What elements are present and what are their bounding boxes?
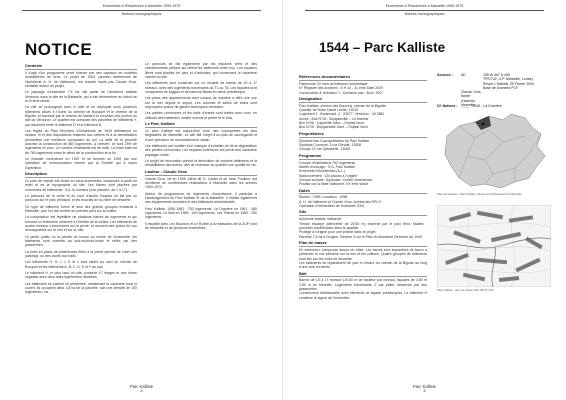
section-heading: Contexte <box>25 64 137 70</box>
paragraph: Ce type de bâtiment forme le seul des grands groupes existants à Marseille, que l'on fait revenir de prendre pied sur la colline. <box>25 204 137 213</box>
section-body <box>299 139 427 152</box>
section-heading: Bâti <box>299 272 427 278</box>
left-column-1 <box>25 62 137 367</box>
header-series: Ensembles & Résidences à Marseille 1955-1975 <box>102 4 181 8</box>
paragraph: Parc Kalliste, 1956-1962 : 753 logements, La Granière en 1961 : 365 logements, Le Mail en 1965 : 420 logements, Les Tilleuls en 1969 : 250 logements. <box>145 206 257 220</box>
site-marker <box>482 123 485 126</box>
info-line: Les bâtiments se répartissent de part et d'autre du chemin de la Bigotte au long d'une voie en lacets. <box>299 260 427 270</box>
situation-map <box>437 108 551 193</box>
paragraph: Les bâtiments G, H, I, J, K et L sont situés au nord du chemin de Bouquet et les bâtiments A, B, C, D, E et F au sud. <box>25 260 137 269</box>
section-body <box>299 104 427 130</box>
info-line: Protégé à l'origine pour une pinède dans le projet. <box>299 230 377 235</box>
footer-name: Parc Kalliste <box>129 384 154 389</box>
source-reference: 155 W 467 & 496 <box>483 73 511 77</box>
source-label: Sources : <box>437 73 453 77</box>
info-line: Convocation & réduction 1 : Domaine pas : Arch. 2007 <box>299 90 384 95</box>
info-line: Opération d'immeubles de l'Industrie 2002 <box>299 204 365 209</box>
footer-name: Parc Kalliste <box>412 384 437 389</box>
right-column-1 <box>299 73 427 373</box>
source-reference: Base de données PCF <box>483 85 519 90</box>
section-body <box>299 195 427 208</box>
info-line: Groupe d'habitations 752 logements <box>299 160 356 165</box>
section-heading: Description <box>25 172 137 178</box>
info-line: Ensemble d'Architectes (A.L.) <box>299 169 345 174</box>
paragraph: Auteur de programmes de logements d'importance, il participe à l'aménagement du Parc Kalliste et de la Batarelle. Il réalise également des équipements scolaires et des bâtiments administratifs. <box>145 191 257 205</box>
info-line: Syndicat Commun, 3 rue Dieudé, 13006 <box>299 142 362 147</box>
section-body <box>299 217 427 239</box>
left-column-2 <box>145 62 257 367</box>
paragraph: Le bâtiment H, le plus haut du site, possède 17 étages et une forme originale avec deux ailes légèrement décalées. <box>25 271 137 280</box>
left-page-title: NOTICE <box>25 40 93 59</box>
info-line: N° Registre des Archives : 5 H 44 - 31 ème Date 2009 <box>299 86 383 91</box>
info-line: Patrimoine XX ème architecture domestique <box>299 81 368 86</box>
plan-caption: Parc Kalliste : plan de masse (AD 155 W 467) <box>437 288 494 292</box>
info-line: Syndicat des Copropriétaires du Parc Kalliste <box>299 138 370 143</box>
info-line: Groupe scolaire, Gymnase, Centre commercial <box>299 177 372 182</box>
section-heading: Désignation <box>299 97 427 103</box>
paragraph: Le parcours de la voirie et du rond d'accès l'espace se fait par un parcours sur le parc principal, et les boucles de la voirie de desserte. <box>25 193 137 203</box>
header-rule <box>22 10 261 11</box>
site-plan <box>437 205 551 287</box>
info-line: Parc Kalliste, chemin des Bourrely, chemin de la Bigotte <box>299 103 386 108</box>
paragraph: La mise en place de plateformes liées à la pente permet de créer des parkings, ou des accès aux halls. <box>25 249 137 259</box>
paragraph: Le plan de masse est divisé en sous-ensembles, composés à partir du relief et de la topographie du site. Les barres sont placées par couronnes de bâtiments - 8 à 10 niveaux (voir planche, de 1 à 17). <box>25 178 137 192</box>
header-rule <box>305 10 544 11</box>
section-heading: Le Parc Kalliste <box>145 122 257 128</box>
paragraph: Il s'agit d'un programme privé financé par des capitaux de sociétés immobilières de liens. Le projet de 1954, (années antérieures de l'architecte A. H. de Valbonne), est ensuite repris par Claude Gros, véritable auteur du projet. <box>25 70 137 88</box>
situation-map-graphic <box>437 108 551 193</box>
right-page <box>283 0 566 400</box>
section-heading: Plan de masse <box>299 241 427 247</box>
paragraph: Le chantier commence en 1957 et se termine en 1962 par une opération de restructuration menée par la Société qui a repris l'opération. <box>25 157 137 170</box>
paragraph: Les règles du Plan Directeur d'Urbanisme de 1949 définissent un secteur III et des dispositions relatives aux celliers et à la densification permettant une meilleure occupation du sol. La taille de la parcelle autorise la construction de 860 logements. A l'arrivée, ce sont 25% de logements en plus. Le nombre d'habitants est de mille. Le bilan total est de 760 logements entre le début de la construction et la fin. <box>25 128 137 155</box>
cf-label: Cf. Notices : <box>437 104 458 108</box>
page-number: 4 <box>140 389 143 393</box>
source-reference: TPE/742, U.P. Marseille, Lumiey <box>483 77 534 82</box>
paragraph: Le parcours se fait également par les espaces verts et des cheminements piétons qui relient les bâtiments entre eux. Les espaces libres sont plantés de pins et d'arbustes, qui conservent le caractère naturel du site. <box>145 62 257 80</box>
paragraph: Les bâtiments ont souffert d'un manque d'entretien et de la dégradation des parties communes. Les espaces extérieurs ont perdu leur caractère paysager initial. <box>145 144 257 157</box>
info-line: Maître d'ouvrage : S.A. Parc Kalliste <box>299 164 356 169</box>
section-body <box>299 278 427 300</box>
section-body <box>299 248 427 270</box>
paragraph: Les bâtiments sont construits sur un modèle de barres de 10 à 17 niveaux, avec des logements traversants du T1 au T5. Les façades sont composées de loggias et de balcons filants en béton préfabriqué. <box>145 81 257 95</box>
info-line: Quartier de Notre Dame Limite, 13015 <box>299 108 359 113</box>
info-line: Barres de 10 à 17 niveaux (10,50 m de hauteur par niveau), façades de 3,80 et 2,80 m en travertin. Logements traversants. 2 par palier, desservis par des passerelles. <box>299 278 427 292</box>
left-footer <box>0 384 283 394</box>
info-line: Groupe 21 rue Sylvabelle, 13006 <box>299 147 351 152</box>
section-heading: Lauteur : Claude Gros <box>145 170 257 176</box>
header-subtitle: Notices monographiques <box>404 12 445 16</box>
info-line: Construction traditionnelle avec éléments de façade préfabriqués. Le bâtiment H constitue le signal de l'ensemble. <box>299 291 427 300</box>
right-page-title: 1544 – Parc Kalliste <box>319 40 446 55</box>
site-plan-graphic <box>437 205 551 287</box>
info-line: Stationnement : 120 places à l'origine <box>299 173 358 178</box>
source-reference: Revue L'Habitat, 25 Février 2004 <box>483 81 535 86</box>
info-line: Bus N°25 : Bougainville Gare – Hôpital Nord <box>299 125 368 130</box>
right-header <box>305 4 544 17</box>
section-body <box>299 82 427 95</box>
info-line: Logement 1 : Boulevard, 2 : 23077, Verduron : 45 2881 <box>299 112 385 117</box>
section-heading: Programme <box>299 154 427 160</box>
paragraph: Claude Gros, né en 1925, élève de G. Castel et de Jean Pouillon, est architecte de nombreuses réalisations à Marseille dans les années 1950-1970. <box>145 176 257 190</box>
paragraph: La composition est répétitive de plusieurs barres de logements et qui forment un ensemble cohérent à l'échelle de la colline. Les bâtiments de quatre niveaux s'accrochent sur la pente, et donnent des points de vue remarquables sur la mer et sur la ville. <box>25 215 137 233</box>
section-heading: Site <box>299 210 427 216</box>
source-archive: AD <box>461 73 466 77</box>
paragraph: Le projet de rénovation prévoit la démolition de certains bâtiments et la réhabilitation des autres, afin de redonner au quartier une qualité de vie. <box>145 159 257 168</box>
section-body <box>299 161 427 187</box>
section-heading: Propriétaires <box>299 132 427 138</box>
paragraph: Les parties communes et les halls d'entrée sont traités avec soin, en utilisant des matériaux nobles comme la pierre et le bois. <box>145 111 257 120</box>
paragraph: Le paysage d'ensemble 7.5 ha, fait partie de l'ancienne bastide Verduron dans le site de la Batarelle, qui a été démembrée au début de la III ème siècle. <box>25 90 137 103</box>
info-line: Ancienne bastide Valbonne <box>299 217 342 222</box>
paragraph: Le parc Kalliste est aujourd'hui l'une des copropriétés les plus dégradées de Marseille. Le site fait l'objet d'un plan de sauvegarde et d'une opération de renouvellement urbain. <box>145 128 257 142</box>
header-subtitle: Notices monographiques <box>121 12 162 16</box>
info-line: Accès : Bus N°26 : Bougainville – La Martine <box>299 116 369 121</box>
map-caption: Plan de situation : Parc Kalliste, 15ème arrondissement de Marseille <box>437 192 522 196</box>
info-line: Bus N°96 : Capelette Gare – Hôpital Nord <box>299 121 364 126</box>
left-header <box>22 4 261 17</box>
page-number: 5 <box>423 389 426 393</box>
paragraph: La cité se prolongeait avec à côté et se déployait sous plusieurs bâtiments situés à l'ouest du chemin de Bouquet et le chemin de la Bigotte; et traversé par le chemin de Mallard et couvrant une portion du site du Verduron. Le quartier est composé des parcelles de bâtiments Y, qui dominent entre le bâtiment G et le bâtiment H. <box>25 105 137 127</box>
cf-value: 1545 - La Granière <box>472 104 502 108</box>
paragraph: Les plans des appartements sont conçus de manière à offrir une vue sur la mer depuis le séjour. Les cuisines et salles de bains sont regroupées autour de gaines techniques centrales. <box>145 96 257 110</box>
info-line: Terrain escarpé (dénivelée de 25,60 m) traversé par le parc fleur. Mailles : parcelles insuffisantes dans le quartier. <box>299 221 427 230</box>
section-heading: Dates <box>299 189 427 195</box>
right-footer <box>283 384 566 394</box>
info-line: Parcelle 7,5 ha à l'origine. Secteur 3 sur le Plan d'Urbanisme Directeur de 1949. <box>299 234 423 239</box>
info-line: Études : 1955, Livraison : 1958 <box>299 195 348 200</box>
info-line: En extension, composée autour du relief. Les barres sont implantées de façon à préserver la vue lointaine sur la mer et les collines. Quatre groupes de bâtiments sont liés par les voies de desserte. <box>299 247 427 261</box>
header-series: Ensembles & Résidences à Marseille 1955-1975 <box>385 4 464 8</box>
info-line: A. H. de Valbonne et Claude Gros, architectes DPLG <box>299 199 382 204</box>
section-heading: Références documentaires <box>299 75 427 81</box>
info-line: Position de la bâtie Valbonne, XX ème siècle <box>299 182 369 187</box>
source-archive: Claude Gros, fichier d'actions, Marseille <box>461 90 482 108</box>
paragraph: Le jardin public ou la pinède se trouve au centre de l'ensemble, les bâtiments sont orientés au sud-est/nord-ouest et reliés par des passerelles. <box>25 234 137 248</box>
paragraph: Il travaille avec Léo Bourdon et Le Ruelle à la réalisation de la ZUP nord de Marseille et de plusieurs ensembles. <box>145 221 257 230</box>
paragraph: Les bâtiments se placent en périphérie, maintenant le caractère rural et ouvert, ils occupent ainsi 1,8 ha de la parcelle, soit une densité de 100 logements / ha. <box>25 281 137 295</box>
